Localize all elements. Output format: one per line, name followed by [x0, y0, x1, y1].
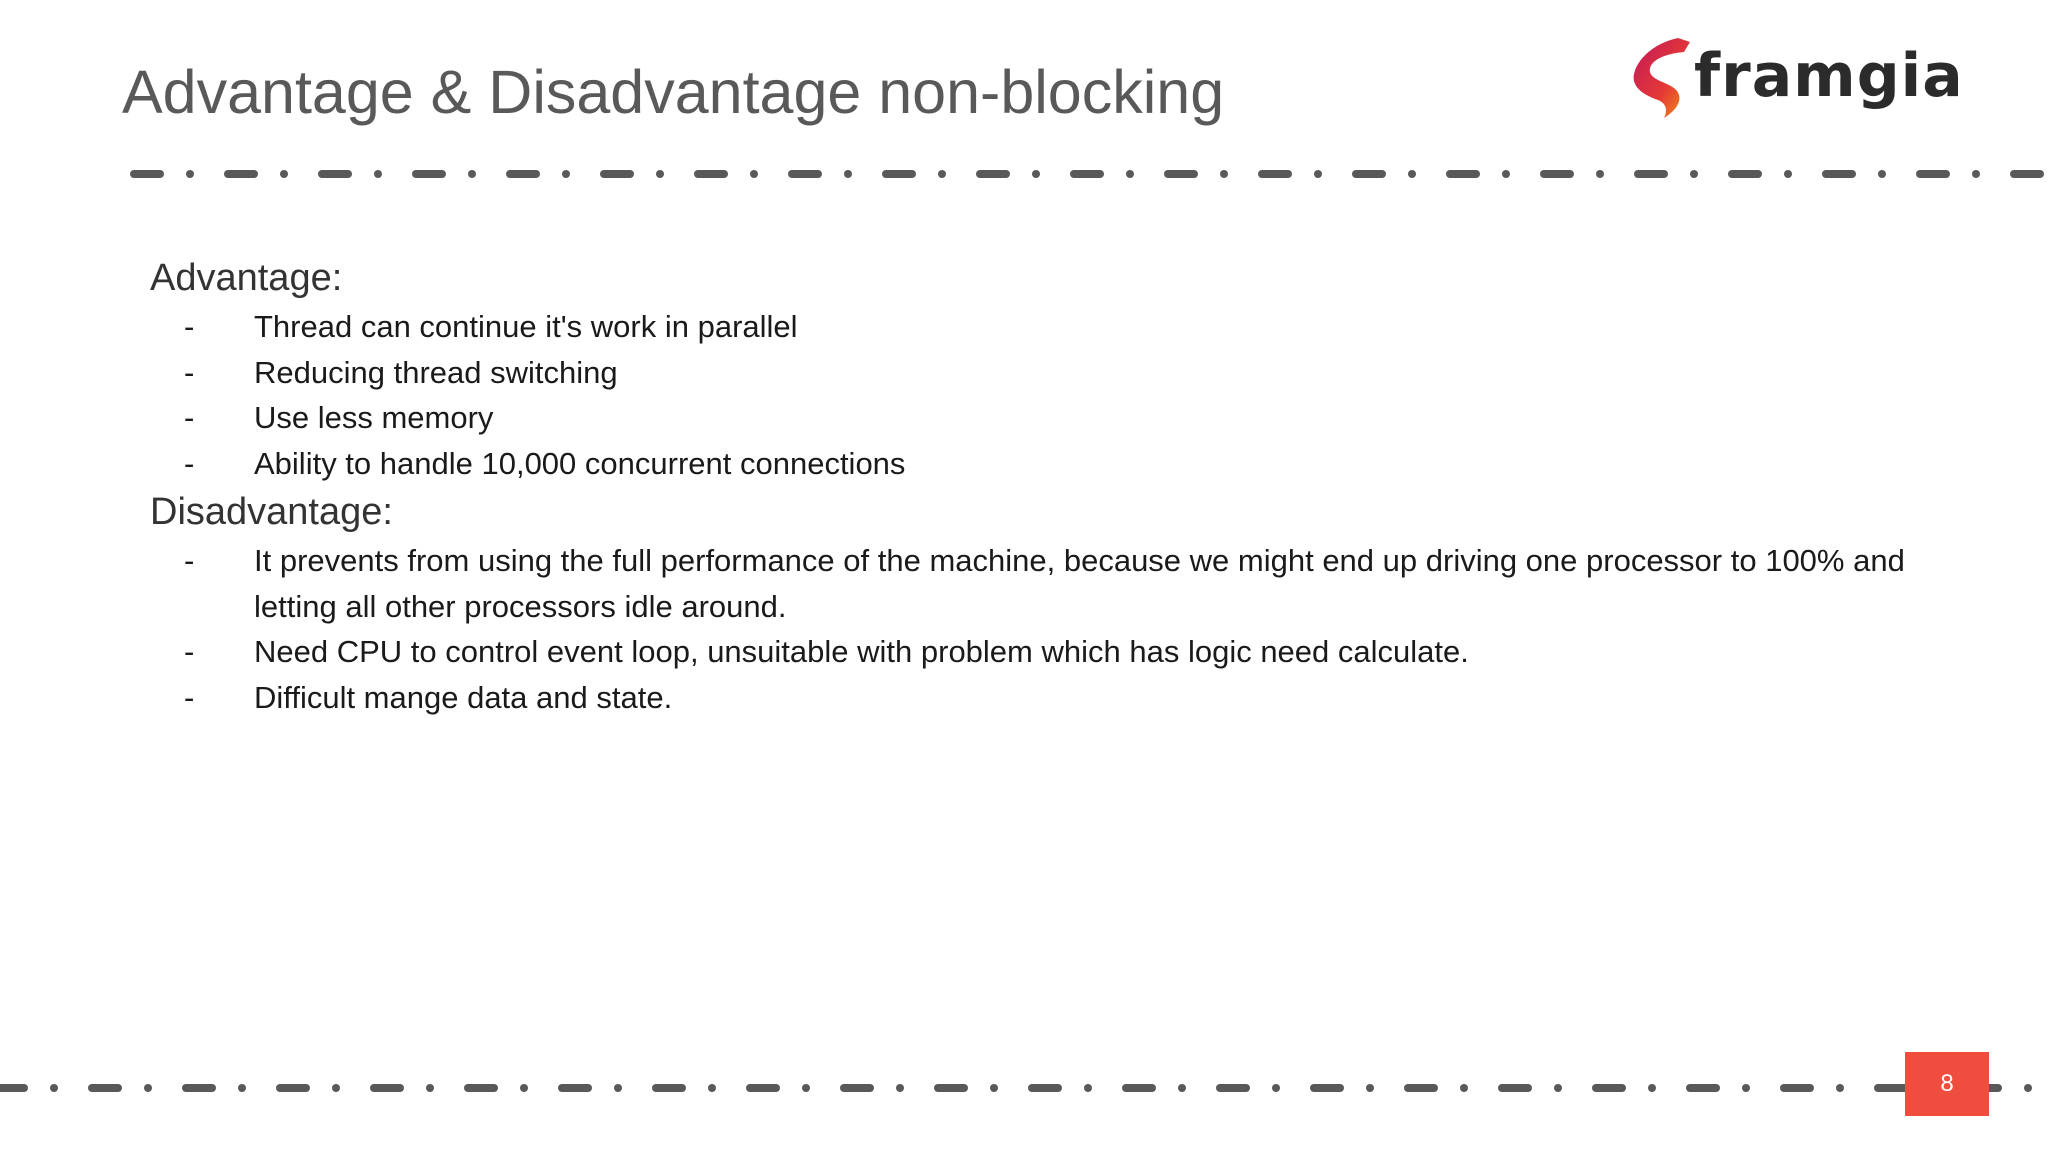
divider-dot — [1648, 1084, 1656, 1092]
divider-dash — [1028, 1084, 1062, 1092]
divider-dash — [558, 1084, 592, 1092]
divider-dash — [882, 170, 916, 178]
divider-dot — [50, 1084, 58, 1092]
divider-dash — [318, 170, 352, 178]
list-item: - Difficult mange data and state. — [150, 675, 1950, 721]
bullet-dash: - — [184, 634, 195, 669]
divider-dot — [1272, 1084, 1280, 1092]
divider-dot — [708, 1084, 716, 1092]
divider-dash — [976, 170, 1010, 178]
divider-dash — [746, 1084, 780, 1092]
divider-dot — [520, 1084, 528, 1092]
divider-dot — [1220, 170, 1228, 178]
divider-dot — [844, 170, 852, 178]
page-number-badge: 8 — [1905, 1052, 1989, 1116]
divider-dot — [374, 170, 382, 178]
divider-dot — [1084, 1084, 1092, 1092]
divider-dash — [1592, 1084, 1626, 1092]
divider-dot — [938, 170, 946, 178]
list-item: - Need CPU to control event loop, unsuitable with problem which has logic need calculate. — [150, 629, 1950, 675]
divider-dash — [788, 170, 822, 178]
divider-dash — [464, 1084, 498, 1092]
divider-dash — [130, 170, 164, 178]
divider-dash — [1446, 170, 1480, 178]
divider-dot — [1690, 170, 1698, 178]
bullet-dash: - — [184, 679, 195, 715]
divider-dash — [1164, 170, 1198, 178]
divider-dot — [1366, 1084, 1374, 1092]
divider-dot — [562, 170, 570, 178]
slide-title: Advantage & Disadvantage non-blocking — [122, 58, 1225, 126]
divider-dot — [990, 1084, 998, 1092]
divider-dash — [934, 1084, 968, 1092]
divider-dash — [1070, 170, 1104, 178]
bullet-dash: - — [184, 543, 195, 578]
divider-dot — [614, 1084, 622, 1092]
divider-dash — [224, 170, 258, 178]
divider-dash — [840, 1084, 874, 1092]
divider-dot — [144, 1084, 152, 1092]
divider-dot — [802, 1084, 810, 1092]
framgia-logo — [1628, 34, 1964, 120]
divider-dash — [1634, 170, 1668, 178]
divider-dot — [280, 170, 288, 178]
divider-dash — [1540, 170, 1574, 178]
divider-dot — [1460, 1084, 1468, 1092]
list-item: - Use less memory — [150, 395, 1950, 441]
divider-dash — [600, 170, 634, 178]
divider-dot — [1126, 170, 1134, 178]
divider-dash — [506, 170, 540, 178]
divider-dot — [1972, 170, 1980, 178]
divider-dash — [1258, 170, 1292, 178]
divider-dash — [88, 1084, 122, 1092]
divider-dot — [896, 1084, 904, 1092]
divider-dash — [412, 170, 446, 178]
divider-dot — [238, 1084, 246, 1092]
divider-dash — [1822, 170, 1856, 178]
list-item: - It prevents from using the full performance of the machine, because we might end up driving one processor to 100% and letting all other processors idle around. — [150, 538, 1950, 629]
bottom-divider — [0, 1081, 2048, 1095]
logo-wordmark: framgia — [1694, 41, 1964, 111]
divider-dash — [276, 1084, 310, 1092]
disadvantage-list — [150, 538, 1950, 720]
bullet-dash: - — [184, 400, 195, 435]
divider-dash — [1874, 1084, 1908, 1092]
divider-dash — [1404, 1084, 1438, 1092]
divider-dot — [1314, 170, 1322, 178]
divider-dash — [1728, 170, 1762, 178]
advantage-list — [150, 304, 1950, 486]
slide-content — [150, 252, 1950, 720]
divider-dot — [332, 1084, 340, 1092]
divider-dash — [1352, 170, 1386, 178]
divider-dot — [1554, 1084, 1562, 1092]
divider-dot — [750, 170, 758, 178]
divider-dot — [1502, 170, 1510, 178]
advantage-heading: Advantage: — [150, 257, 343, 299]
divider-dot — [656, 170, 664, 178]
list-item: - Thread can continue it's work in parallel — [150, 304, 1950, 350]
divider-dash — [652, 1084, 686, 1092]
top-divider — [0, 167, 2048, 181]
divider-dot — [426, 1084, 434, 1092]
divider-dot — [2024, 1084, 2032, 1092]
divider-dot — [1784, 170, 1792, 178]
divider-dot — [1878, 170, 1886, 178]
divider-dot — [1032, 170, 1040, 178]
divider-dot — [1742, 1084, 1750, 1092]
divider-dash — [1780, 1084, 1814, 1092]
bullet-dash: - — [184, 445, 195, 481]
divider-dot — [468, 170, 476, 178]
divider-dot — [1596, 170, 1604, 178]
divider-dash — [1122, 1084, 1156, 1092]
divider-dash — [1498, 1084, 1532, 1092]
divider-dash — [694, 170, 728, 178]
divider-dash — [1216, 1084, 1250, 1092]
divider-dash — [1686, 1084, 1720, 1092]
divider-dot — [1178, 1084, 1186, 1092]
list-item: - Reducing thread switching — [150, 350, 1950, 396]
divider-dot — [1408, 170, 1416, 178]
divider-dash — [0, 1084, 28, 1092]
divider-dash — [2010, 170, 2044, 178]
divider-dash — [370, 1084, 404, 1092]
divider-dash — [1916, 170, 1950, 178]
divider-dash — [182, 1084, 216, 1092]
bullet-dash: - — [184, 354, 195, 390]
disadvantage-heading: Disadvantage: — [150, 491, 393, 533]
divider-dot — [186, 170, 194, 178]
divider-dash — [1310, 1084, 1344, 1092]
framgia-logo-icon — [1628, 34, 1700, 120]
divider-dot — [1836, 1084, 1844, 1092]
bullet-dash: - — [184, 309, 195, 344]
list-item: - Ability to handle 10,000 concurrent connections — [150, 441, 1950, 487]
